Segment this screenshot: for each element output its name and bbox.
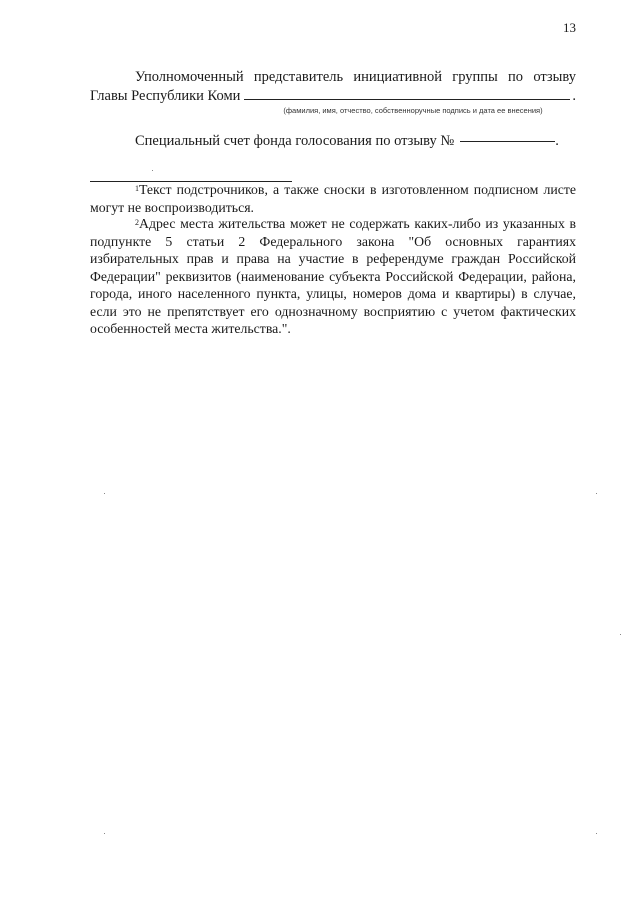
footnote-1-text: Текст подстрочников, а также сноски в изготовленном подписном листе могут не воспроизводиться. xyxy=(90,182,576,215)
scan-speck xyxy=(596,493,597,494)
page-number: 13 xyxy=(563,20,576,35)
footnote-2-text: Адрес места жительства может не содержать каких-либо из указанных в подпункте 5 статьи 2 Федерального закона "Об основных гарантиях избирательных прав и права на участие в референдуме граждан Российской Федерации" реквизитов (наименование субъекта Российской Федерации, района, города, иного населенного пункта, улицы, номеров дома и квартиры) в случае, если это не препятствует его однозначному восприятию с учетом фактических особенностей места жительства.". xyxy=(90,216,576,336)
representative-end-period: . xyxy=(572,88,576,104)
account-label: Специальный счет фонда голосования по отзыву № xyxy=(135,133,455,149)
account-line xyxy=(135,132,559,151)
scan-speck xyxy=(620,634,621,635)
footnote-1-mark: 1 xyxy=(135,184,139,193)
representative-line: Уполномоченный представитель инициативной группы по отзыву xyxy=(135,69,576,85)
representative-block xyxy=(90,68,576,106)
scan-speck xyxy=(596,833,597,834)
representative-title: Главы Республики Коми xyxy=(90,88,241,104)
footnote-2-mark: 2 xyxy=(135,218,139,227)
footnote-2 xyxy=(90,215,576,338)
signature-blank-line xyxy=(244,98,570,100)
scan-speck xyxy=(104,833,105,834)
account-end-period: . xyxy=(555,133,559,149)
scan-speck xyxy=(152,170,153,171)
footnote-1 xyxy=(90,181,576,216)
account-number-blank xyxy=(460,140,555,142)
scan-speck xyxy=(104,493,105,494)
representative-name-line xyxy=(90,87,576,106)
signature-caption: (фамилия, имя, отчество, собственноручные подпись и дата ее внесения) xyxy=(283,106,543,115)
